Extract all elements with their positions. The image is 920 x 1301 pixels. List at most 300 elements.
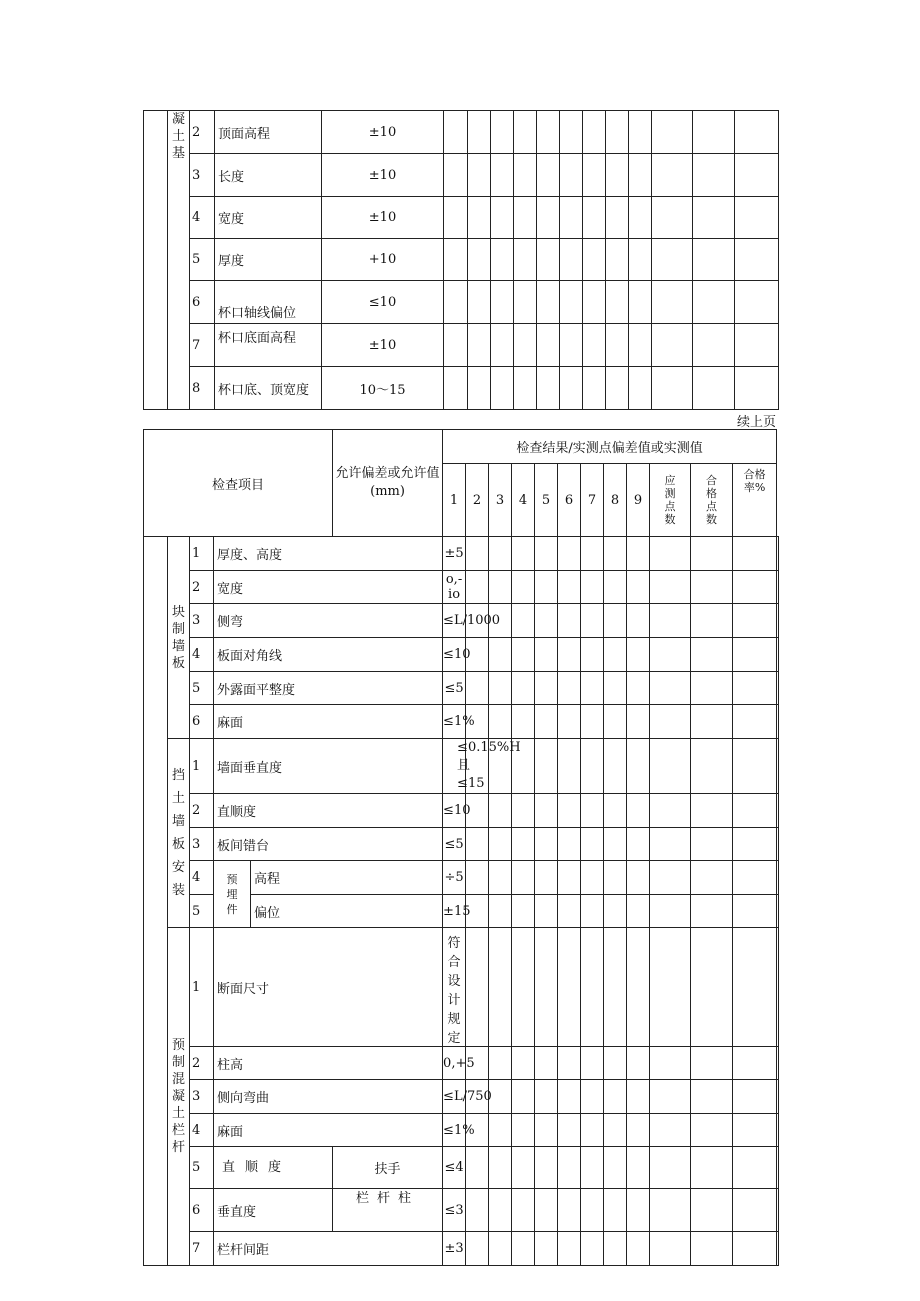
result-cell xyxy=(733,1047,777,1080)
result-cell xyxy=(535,1189,558,1232)
result-cell xyxy=(537,154,560,197)
tolerance-value: ±3 xyxy=(443,1232,466,1266)
item-name: 垂直度 xyxy=(214,1189,333,1232)
result-cell xyxy=(581,1114,604,1147)
result-cell xyxy=(627,571,650,604)
result-cell xyxy=(537,197,560,239)
result-cell xyxy=(560,324,583,367)
tolerance-value: ±10 xyxy=(322,197,444,239)
result-cell xyxy=(581,794,604,828)
result-cell xyxy=(468,281,491,324)
point-header-9: 9 xyxy=(627,464,650,537)
result-cell xyxy=(604,638,627,672)
result-cell xyxy=(627,638,650,672)
result-cell xyxy=(691,1114,733,1147)
result-cell xyxy=(777,794,779,828)
result-cell xyxy=(733,638,777,672)
item-name: 麻面 xyxy=(214,705,443,739)
result-cell xyxy=(629,281,652,324)
result-cell xyxy=(583,324,606,367)
result-cell xyxy=(606,281,629,324)
row-number: 5 xyxy=(190,1147,214,1189)
result-cell xyxy=(444,239,468,281)
result-cell xyxy=(491,197,514,239)
result-cell xyxy=(514,239,537,281)
item-name: 杯口底面高程 xyxy=(215,324,322,367)
result-cell xyxy=(691,537,733,571)
result-cell xyxy=(560,197,583,239)
result-cell xyxy=(627,1147,650,1189)
result-cell xyxy=(652,324,693,367)
result-cell xyxy=(650,739,691,794)
tolerance-value: ±5 xyxy=(443,537,466,571)
result-cell xyxy=(733,895,777,928)
result-cell xyxy=(606,111,629,154)
result-cell xyxy=(604,928,627,1047)
result-cell xyxy=(629,111,652,154)
result-cell xyxy=(444,197,468,239)
result-cell xyxy=(514,197,537,239)
result-cell xyxy=(650,1232,691,1266)
result-cell xyxy=(444,281,468,324)
result-cell xyxy=(604,828,627,861)
result-cell xyxy=(627,828,650,861)
result-cell xyxy=(650,638,691,672)
result-cell xyxy=(733,571,777,604)
table-row xyxy=(144,928,779,1047)
result-cell xyxy=(777,672,779,705)
result-cell xyxy=(466,537,489,571)
result-cell xyxy=(650,1080,691,1114)
outer-label-cell xyxy=(144,537,168,1266)
result-cell xyxy=(691,861,733,895)
result-cell xyxy=(604,739,627,794)
result-cell xyxy=(466,1189,489,1232)
sub-item-name: 扶手 xyxy=(333,1147,443,1189)
result-cell xyxy=(604,895,627,928)
result-cell xyxy=(558,928,581,1047)
result-cell xyxy=(733,1147,777,1189)
result-cell xyxy=(604,1080,627,1114)
result-cell xyxy=(489,1232,512,1266)
result-cell xyxy=(491,324,514,367)
result-cell xyxy=(777,537,779,571)
result-cell xyxy=(583,367,606,410)
result-cell xyxy=(583,281,606,324)
result-cell xyxy=(604,604,627,638)
result-cell xyxy=(652,154,693,197)
result-cell xyxy=(512,537,535,571)
result-cell xyxy=(693,281,735,324)
item-name: 板间错台 xyxy=(214,828,443,861)
result-cell xyxy=(466,828,489,861)
result-cell xyxy=(693,111,735,154)
result-cell xyxy=(560,154,583,197)
result-cell xyxy=(514,111,537,154)
result-cell xyxy=(512,638,535,672)
row-number: 2 xyxy=(190,571,214,604)
result-cell xyxy=(535,1047,558,1080)
result-cell xyxy=(735,111,779,154)
result-cell xyxy=(558,1114,581,1147)
result-cell xyxy=(583,239,606,281)
result-cell xyxy=(650,604,691,638)
result-cell xyxy=(627,705,650,739)
result-cell xyxy=(491,154,514,197)
result-cell xyxy=(650,861,691,895)
result-cell xyxy=(691,928,733,1047)
result-cell xyxy=(581,861,604,895)
pass-count-header: 合格点数 xyxy=(691,464,733,537)
embed-label: 预埋件 xyxy=(214,861,251,928)
result-cell xyxy=(691,604,733,638)
result-cell xyxy=(733,705,777,739)
result-cell xyxy=(604,1047,627,1080)
row-number: 5 xyxy=(190,895,214,928)
result-cell xyxy=(512,861,535,895)
result-cell xyxy=(629,154,652,197)
result-cell xyxy=(537,367,560,410)
row-number: 5 xyxy=(190,672,214,705)
result-cell xyxy=(693,197,735,239)
result-cell xyxy=(733,604,777,638)
result-cell xyxy=(777,604,779,638)
result-cell xyxy=(627,1047,650,1080)
result-cell xyxy=(581,1147,604,1189)
result-cell xyxy=(650,705,691,739)
result-cell xyxy=(535,828,558,861)
result-cell xyxy=(777,571,779,604)
tolerance-value: ≤0.15%H且≤15 xyxy=(443,739,466,794)
row-number: 1 xyxy=(190,537,214,571)
result-cell xyxy=(466,571,489,604)
sub-item-name: 高程 xyxy=(251,861,443,895)
point-header-1: 1 xyxy=(443,464,466,537)
table-row xyxy=(144,1147,779,1189)
result-cell xyxy=(466,928,489,1047)
row-number: 6 xyxy=(190,705,214,739)
result-cell xyxy=(606,239,629,281)
group-label-block-panel: 块 制 墙 板 xyxy=(168,537,190,739)
result-cell xyxy=(627,1189,650,1232)
tolerance-value: ≤10 xyxy=(443,794,466,828)
result-cell xyxy=(604,1189,627,1232)
table-row xyxy=(144,367,779,410)
table-row xyxy=(144,281,779,324)
result-cell xyxy=(514,324,537,367)
item-name: 板面对角线 xyxy=(214,638,443,672)
result-cell xyxy=(627,895,650,928)
result-cell xyxy=(491,239,514,281)
result-cell xyxy=(558,1232,581,1266)
result-cell xyxy=(514,367,537,410)
item-name: 杯口底、顶宽度 xyxy=(215,367,322,410)
tolerance-value: ≤5 xyxy=(443,828,466,861)
result-cell xyxy=(650,895,691,928)
results-header: 检查结果/实测点偏差值或实测值 xyxy=(443,430,777,464)
result-cell xyxy=(466,1147,489,1189)
result-cell xyxy=(581,571,604,604)
result-cell xyxy=(581,537,604,571)
tolerance-value: ±10 xyxy=(322,154,444,197)
table-row xyxy=(144,794,779,828)
item-name: 侧向弯曲 xyxy=(214,1080,443,1114)
result-cell xyxy=(468,239,491,281)
table-row xyxy=(144,638,779,672)
row-number: 2 xyxy=(190,794,214,828)
result-cell xyxy=(581,1080,604,1114)
result-cell xyxy=(512,1232,535,1266)
result-cell xyxy=(581,604,604,638)
result-cell xyxy=(558,1189,581,1232)
row-number: 3 xyxy=(190,1080,214,1114)
table-row xyxy=(144,861,779,895)
item-name: 宽度 xyxy=(215,197,322,239)
result-cell xyxy=(491,281,514,324)
item-name: 麻面 xyxy=(214,1114,443,1147)
result-cell xyxy=(735,239,779,281)
table-row xyxy=(144,1114,779,1147)
result-cell xyxy=(581,895,604,928)
group-label-railing: 预 制 混 凝 土 栏 杆 xyxy=(168,928,190,1266)
result-cell xyxy=(444,324,468,367)
result-cell xyxy=(693,324,735,367)
result-cell xyxy=(650,794,691,828)
row-number: 2 xyxy=(190,111,215,154)
result-cell xyxy=(535,1114,558,1147)
result-cell xyxy=(560,111,583,154)
result-cell xyxy=(468,367,491,410)
result-cell xyxy=(558,1047,581,1080)
tolerance-value: ≤4 xyxy=(443,1147,466,1189)
result-cell xyxy=(581,1232,604,1266)
result-cell xyxy=(444,154,468,197)
result-cell xyxy=(691,895,733,928)
result-cell xyxy=(558,604,581,638)
table-row xyxy=(144,739,779,794)
result-cell xyxy=(512,705,535,739)
item-name: 杯口轴线偏位 xyxy=(215,281,322,324)
result-cell xyxy=(777,928,779,1047)
result-cell xyxy=(627,928,650,1047)
result-cell xyxy=(650,828,691,861)
result-cell xyxy=(558,794,581,828)
tolerance-value: ≤L/1000 xyxy=(443,604,466,638)
tolerance-value: 0,+5 xyxy=(443,1047,466,1080)
result-cell xyxy=(535,1147,558,1189)
result-cell xyxy=(627,1232,650,1266)
result-cell xyxy=(444,111,468,154)
result-cell xyxy=(604,1147,627,1189)
result-cell xyxy=(604,794,627,828)
result-cell xyxy=(691,1047,733,1080)
result-cell xyxy=(558,638,581,672)
table-row xyxy=(144,1080,779,1114)
result-cell xyxy=(558,739,581,794)
row-number: 4 xyxy=(190,861,214,895)
inspection-table xyxy=(143,429,779,1266)
result-cell xyxy=(581,928,604,1047)
table-row xyxy=(144,324,779,367)
row-number: 4 xyxy=(190,638,214,672)
tolerance-header: 允许偏差或允许值(mm) xyxy=(333,430,443,537)
table-row xyxy=(144,537,779,571)
result-cell xyxy=(583,154,606,197)
result-cell xyxy=(489,794,512,828)
result-cell xyxy=(581,638,604,672)
result-cell xyxy=(558,571,581,604)
result-cell xyxy=(650,1114,691,1147)
item-name: 宽度 xyxy=(214,571,443,604)
result-cell xyxy=(489,571,512,604)
result-cell xyxy=(558,1080,581,1114)
result-cell xyxy=(650,1147,691,1189)
result-cell xyxy=(627,861,650,895)
result-cell xyxy=(512,895,535,928)
row-number: 3 xyxy=(190,828,214,861)
result-cell xyxy=(629,324,652,367)
item-name: 柱高 xyxy=(214,1047,443,1080)
result-cell xyxy=(691,739,733,794)
item-name: 顶面高程 xyxy=(215,111,322,154)
result-cell xyxy=(535,705,558,739)
result-cell xyxy=(604,537,627,571)
result-cell xyxy=(650,928,691,1047)
result-cell xyxy=(777,1047,779,1080)
continued-label: 续上页 xyxy=(737,415,777,430)
result-cell xyxy=(650,571,691,604)
result-cell xyxy=(489,1047,512,1080)
result-cell xyxy=(627,1080,650,1114)
result-cell xyxy=(652,239,693,281)
result-cell xyxy=(777,1147,779,1189)
tolerance-value: ≤1% xyxy=(443,1114,466,1147)
point-header-6: 6 xyxy=(558,464,581,537)
tolerance-value: ±10 xyxy=(322,111,444,154)
result-cell xyxy=(650,672,691,705)
result-cell xyxy=(627,604,650,638)
result-cell xyxy=(777,739,779,794)
result-cell xyxy=(581,672,604,705)
result-cell xyxy=(777,1189,779,1232)
result-cell xyxy=(604,1232,627,1266)
result-cell xyxy=(489,638,512,672)
result-cell xyxy=(606,324,629,367)
row-number: 4 xyxy=(190,1114,214,1147)
result-cell xyxy=(693,367,735,410)
result-cell xyxy=(735,154,779,197)
result-cell xyxy=(558,1147,581,1189)
result-cell xyxy=(537,324,560,367)
result-cell xyxy=(691,705,733,739)
result-cell xyxy=(629,197,652,239)
result-cell xyxy=(627,672,650,705)
result-cell xyxy=(512,672,535,705)
result-cell xyxy=(627,1114,650,1147)
point-header-4: 4 xyxy=(512,464,535,537)
result-cell xyxy=(468,111,491,154)
result-cell xyxy=(733,537,777,571)
result-cell xyxy=(652,111,693,154)
result-cell xyxy=(733,1114,777,1147)
result-cell xyxy=(691,1080,733,1114)
result-cell xyxy=(535,537,558,571)
result-cell xyxy=(733,1189,777,1232)
result-cell xyxy=(650,1189,691,1232)
row-number: 2 xyxy=(190,1047,214,1080)
result-cell xyxy=(535,794,558,828)
tolerance-value: 10～15 xyxy=(322,367,444,410)
pass-rate-header: 合格率% xyxy=(733,464,777,537)
result-cell xyxy=(733,1232,777,1266)
result-cell xyxy=(627,794,650,828)
result-cell xyxy=(512,571,535,604)
result-cell xyxy=(535,604,558,638)
result-cell xyxy=(777,895,779,928)
item-name: 厚度 xyxy=(215,239,322,281)
result-cell xyxy=(777,638,779,672)
table-row xyxy=(144,705,779,739)
result-cell xyxy=(489,861,512,895)
table-row xyxy=(144,1189,779,1232)
result-cell xyxy=(581,1189,604,1232)
result-cell xyxy=(535,571,558,604)
result-cell xyxy=(512,1147,535,1189)
point-header-7: 7 xyxy=(581,464,604,537)
item-name: 墙面垂直度 xyxy=(214,739,443,794)
result-cell xyxy=(650,1047,691,1080)
point-header-2: 2 xyxy=(466,464,489,537)
result-cell xyxy=(535,928,558,1047)
result-cell xyxy=(560,367,583,410)
result-cell xyxy=(691,1232,733,1266)
tolerance-value: ±15 xyxy=(443,895,466,928)
result-cell xyxy=(733,828,777,861)
item-name: 直顺度 xyxy=(214,1147,333,1189)
result-cell xyxy=(489,537,512,571)
result-cell xyxy=(583,197,606,239)
result-cell xyxy=(535,861,558,895)
result-cell xyxy=(512,1047,535,1080)
result-cell xyxy=(652,281,693,324)
result-cell xyxy=(537,281,560,324)
result-cell xyxy=(558,705,581,739)
result-cell xyxy=(512,1114,535,1147)
item-name: 厚度、高度 xyxy=(214,537,443,571)
point-header-5: 5 xyxy=(535,464,558,537)
result-cell xyxy=(535,739,558,794)
result-cell xyxy=(691,794,733,828)
row-number: 1 xyxy=(190,739,214,794)
result-cell xyxy=(466,861,489,895)
group-label-foundation: 凝 土 基 xyxy=(168,111,190,410)
result-cell xyxy=(491,111,514,154)
result-cell xyxy=(691,1147,733,1189)
result-cell xyxy=(535,638,558,672)
result-cell xyxy=(777,861,779,895)
result-cell xyxy=(691,828,733,861)
result-cell xyxy=(691,571,733,604)
top-table xyxy=(143,110,779,410)
result-cell xyxy=(489,828,512,861)
result-cell xyxy=(627,739,650,794)
result-cell xyxy=(733,739,777,794)
result-cell xyxy=(733,1080,777,1114)
result-cell xyxy=(606,154,629,197)
result-cell xyxy=(466,672,489,705)
table-row xyxy=(144,571,779,604)
result-cell xyxy=(652,197,693,239)
